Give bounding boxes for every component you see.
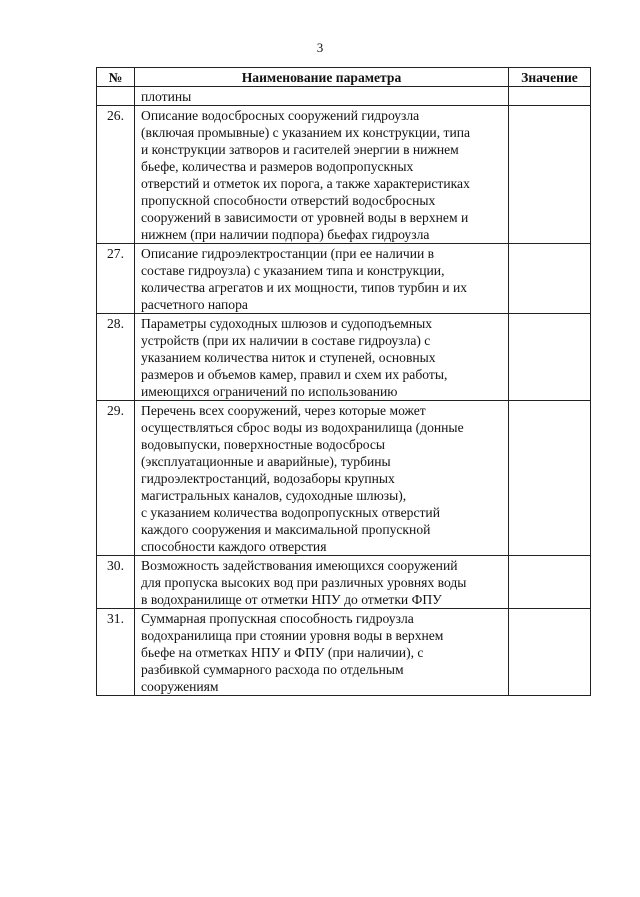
table-row [97,244,591,314]
header-value: Значение [509,68,591,87]
parameter-text-line: Суммарная пропускная способность гидроузла [141,611,414,626]
row-parameter-name [135,314,509,401]
table-row [97,314,591,401]
row-number: 26. [97,106,135,244]
row-value [509,87,591,106]
parameter-text-line: сооружениям [141,679,219,694]
row-parameter-name [135,106,509,244]
row-value [509,314,591,401]
parameter-text-line: водовыпуски, поверхностные водосбросы [141,437,386,452]
parameter-text-line: в водохранилище от отметки НПУ до отметки ФПУ [141,592,442,607]
row-parameter-name [135,87,509,106]
parameter-text-line: с указанием количества водопропускных отверстий [141,505,440,520]
parameter-text-line: и конструкции затворов и гасителей энергии в нижнем [141,142,459,157]
parameter-text-line: составе гидроузла) с указанием типа и конструкции, [141,263,445,278]
row-number: 27. [97,244,135,314]
parameter-text-line: (включая промывные) с указанием их конструкции, типа [141,125,471,140]
parameter-text-line: плотины [141,89,192,104]
parameter-text-line: разбивкой суммарного расхода по отдельным [141,662,404,677]
row-number [97,87,135,106]
parameter-text-line: магистральных каналов, судоходные шлюзы), [141,488,407,503]
table-row-continuation [97,87,591,106]
parameter-text-line: нижнем (при наличии подпора) бьефах гидроузла [141,227,430,242]
parameters-table [96,67,591,696]
parameter-text-line: имеющихся ограничений по использованию [141,384,398,399]
parameter-text-line: отверстий и отметок их порога, а также характеристиках [141,176,470,191]
row-value [509,401,591,556]
row-parameter-name [135,244,509,314]
parameter-text-line: Описание гидроэлектростанции (при ее наличии в [141,246,435,261]
parameter-text-line: сооружений в зависимости от уровней воды в верхнем и [141,210,469,225]
parameter-text-line: осуществляться сброс воды из водохранилища (донные [141,420,464,435]
table-row [97,556,591,609]
page-number: 3 [316,40,324,55]
row-number: 28. [97,314,135,401]
header-parameter-name: Наименование параметра [135,68,509,87]
parameter-text-line: Возможность задействования имеющихся сооружений [141,558,458,573]
row-value [509,106,591,244]
parameter-text-line: расчетного напора [141,297,248,312]
row-parameter-name [135,556,509,609]
row-parameter-name [135,609,509,696]
parameter-text-line: Параметры судоходных шлюзов и судоподъемных [141,316,433,331]
parameter-text-line: Перечень всех сооружений, через которые может [141,403,426,418]
parameter-text-line: устройств (при их наличии в составе гидроузла) с [141,333,431,348]
row-value [509,244,591,314]
parameter-text-line: каждого сооружения и максимальной пропускной [141,522,431,537]
parameter-text-line: Описание водосбросных сооружений гидроузла [141,108,420,123]
row-parameter-name [135,401,509,556]
parameter-text-line: количества агрегатов и их мощности, типов турбин и их [141,280,468,295]
row-value [509,609,591,696]
parameter-text-line: для пропуска высоких вод при различных уровнях воды [141,575,467,590]
parameter-text-line: бьефе, количества и размеров водопропускных [141,159,414,174]
parameter-text-line: пропускной способности отверстий водосбросных [141,193,436,208]
table-header-row [97,68,591,87]
parameter-text-line: указанием количества ниток и ступеней, основных [141,350,436,365]
parameter-text-line: гидроэлектростанций, водозаборы крупных [141,471,395,486]
parameter-text-line: водохранилища при стоянии уровня воды в верхнем [141,628,444,643]
parameter-text-line: размеров и объемов камер, правил и схем их работы, [141,367,448,382]
row-value [509,556,591,609]
parameter-text-line: бьефе на отметках НПУ и ФПУ (при наличии), с [141,645,424,660]
row-number: 30. [97,556,135,609]
row-number: 29. [97,401,135,556]
table-row [97,609,591,696]
table-row [97,401,591,556]
table-row [97,106,591,244]
header-number: № [97,68,135,87]
parameter-text-line: способности каждого отверстия [141,539,327,554]
row-number: 31. [97,609,135,696]
parameter-text-line: (эксплуатационные и аварийные), турбины [141,454,391,469]
